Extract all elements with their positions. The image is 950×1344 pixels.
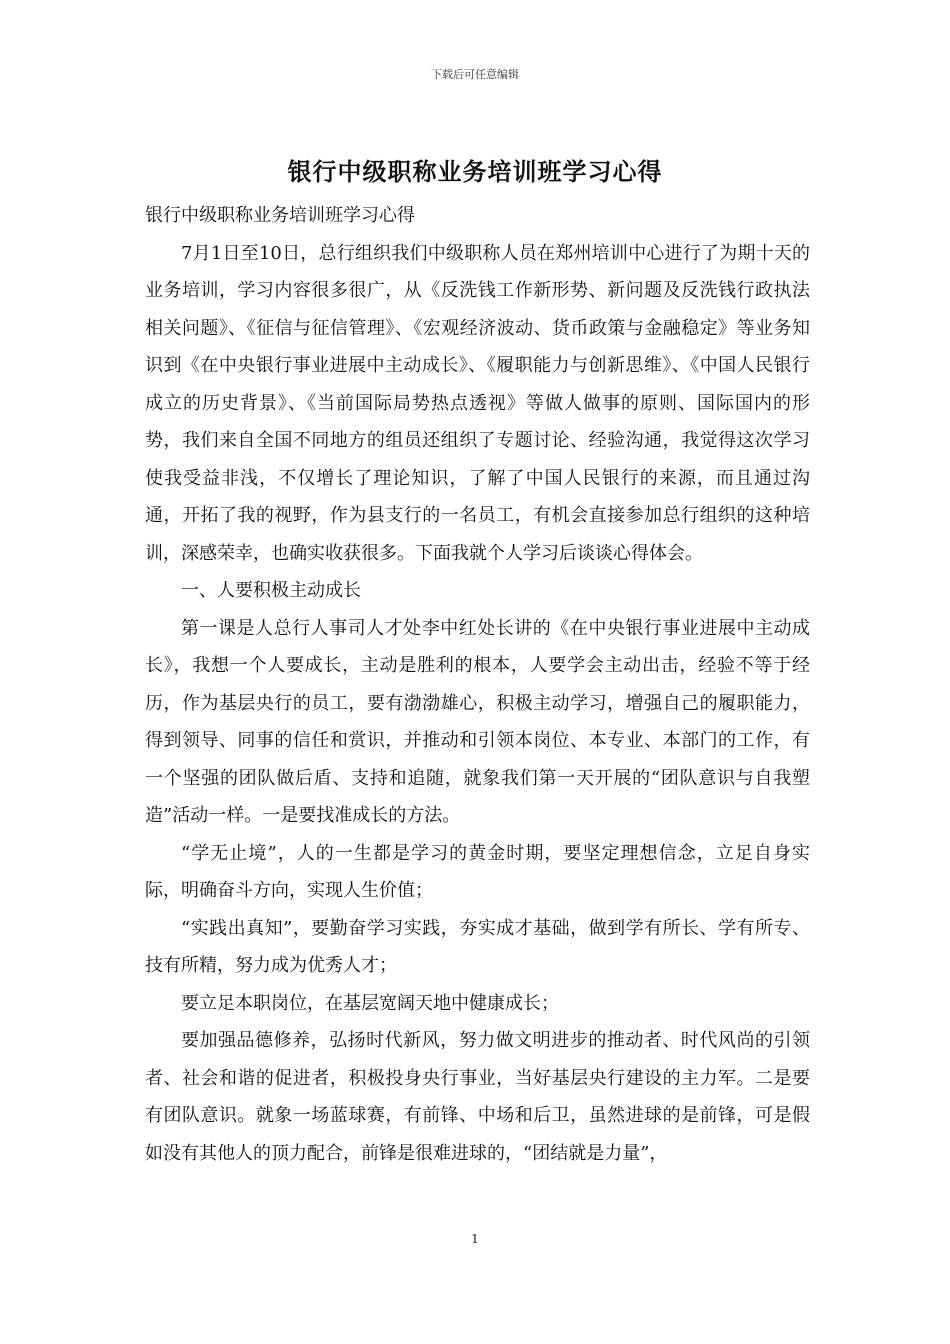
section-heading: 一、人要积极主动成长: [181, 580, 361, 601]
body-paragraph: “学无止境”，人的一生都是学习的黄金时期，要坚定理想信念，立足自身实际，明确奋斗方向，实现人生价值；: [145, 842, 810, 901]
document-title: 银行中级职称业务培训班学习心得: [287, 157, 663, 186]
body-paragraph: 要立足本职岗位，在基层宽阔天地中健康成长；: [181, 992, 559, 1014]
document-body: [145, 197, 810, 1172]
subtitle-paragraph: 银行中级职称业务培训班学习心得: [145, 205, 415, 226]
body-paragraph: 第一课是人总行人事司人才处李中红处长讲的《在中央银行事业进展中主动成长》，我想一个人要成长，主动是胜利的根本，人要学会主动出击，经验不等于经历，作为基层央行的员工，要有渤渤雄心，积极主动学习，增强自己的履职能力，得到领导、同事的信任和赏识，并推动和引领本岗位、本专业、本部门的工作，有一个坚强的团队做后盾、支持和追随，就象我们第一天开展的“团队意识与自我塑造”活动一样。一是要找准成长的方法。: [145, 617, 810, 826]
intro-paragraph: 7月1日至10日，总行组织我们中级职称人员在郑州培训中心进行了为期十天的业务培训，学习内容很多很广，从《反洗钱工作新形势、新问题及反洗钱行政执法相关问题》、《征信与征信管理》、《宏观经济波动、货币政策与金融稳定》等业务知识到《在中央银行事业进展中主动成长》、《履职能力与创新思维》、《中国人民银行成立的历史背景》、《当前国际局势热点透视》等做人做事的原则、国际国内的形势，我们来自全国不同地方的组员还组织了专题讨论、经验沟通，我觉得这次学习使我受益非浅，不仅增长了理论知识，了解了中国人民银行的来源，而且通过沟通，开拓了我的视野，作为县支行的一名员工，有机会直接参加总行组织的这种培训，深感荣幸，也确实收获很多。下面我就个人学习后谈谈心得体会。: [145, 242, 810, 564]
body-paragraph: 要加强品德修养，弘扬时代新风，努力做文明进步的推动者、时代风尚的引领者、社会和谐的促进者，积极投身央行事业，当好基层央行建设的主力军。二是要有团队意识。就象一场蓝球赛，有前锋、中场和后卫，虽然进球的是前锋，可是假如没有其他人的顶力配合，前锋是很难进球的，“团结就是力量”，: [145, 1030, 810, 1164]
body-paragraph: “实践出真知”，要勤奋学习实践，夯实成才基础，做到学有所长、学有所专、技有所精，努力成为优秀人才；: [145, 917, 810, 976]
page-number: 1: [471, 1232, 479, 1246]
header-note: 下载后可任意编辑: [431, 68, 519, 81]
